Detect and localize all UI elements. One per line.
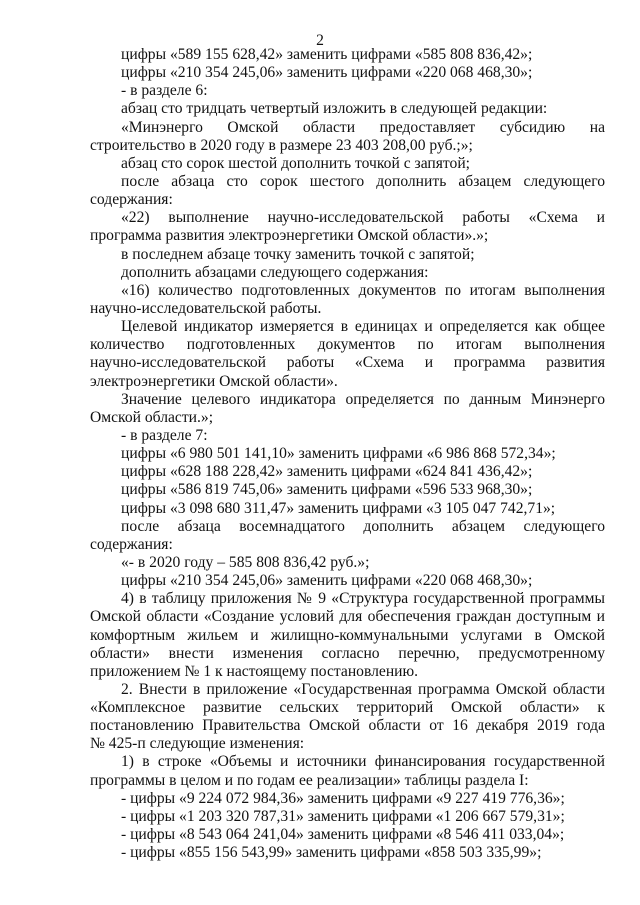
page-number: 2 xyxy=(316,32,324,49)
text-line: дополнить абзацами следующего содержания: xyxy=(121,263,429,281)
text-line: цифры «210 354 245,06» заменить цифрами «220 068 468,30»; xyxy=(121,64,533,82)
text-line: приложением № 1 к настоящему постановлению. xyxy=(90,662,419,680)
text-line: «Минэнерго Омской области предоставляет субсидию на xyxy=(121,118,605,136)
text-line: - цифры «8 543 064 241,04» заменить цифрами «8 546 411 033,04»; xyxy=(121,826,565,844)
text-line: цифры «210 354 245,06» заменить цифрами «220 068 468,30»; xyxy=(121,572,533,590)
text-line: электроэнергетики Омской области». xyxy=(90,372,338,390)
text-line: цифры «3 098 680 311,47» заменить цифрами «3 105 047 742,71»; xyxy=(121,499,556,517)
text-line: цифры «628 188 228,42» заменить цифрами «624 841 436,42»; xyxy=(121,463,533,481)
text-line: в последнем абзаце точку заменить точкой с запятой; xyxy=(121,245,475,263)
text-line: цифры «586 819 745,06» заменить цифрами «596 533 968,30»; xyxy=(121,481,533,499)
text-line: области» внести изменения согласно перечню, предусмотренному xyxy=(90,644,605,662)
text-line: Омской области.»; xyxy=(90,408,214,426)
text-line: - в разделе 7: xyxy=(121,426,208,444)
text-line: Омской области «Создание условий для обеспечения граждан доступным и xyxy=(90,608,605,626)
text-line: № 425-п следующие изменения: xyxy=(90,735,305,753)
text-line: цифры «589 155 628,42» заменить цифрами «585 808 836,42»; xyxy=(121,46,533,63)
text-line: «22) выполнение научно-исследовательской работы «Схема и xyxy=(121,209,605,227)
text-line: строительство в 2020 году в размере 23 403 208,00 руб.;»; xyxy=(90,136,473,154)
text-line: комфортным жильем и жилищно-коммунальными услугами в Омской xyxy=(90,626,605,644)
text-line: научно-исследовательской работы. xyxy=(90,299,322,317)
text-line: 2. Внести в приложение «Государственная программа Омской области xyxy=(121,680,605,698)
text-line: - в разделе 6: xyxy=(121,82,208,100)
text-line: абзац сто сорок шестой дополнить точкой с запятой; xyxy=(121,154,471,172)
document-body xyxy=(90,46,605,862)
text-line: 1) в строке «Объемы и источники финансирования государственной xyxy=(121,753,605,771)
text-line: Целевой индикатор измеряется в единицах и определяется как общее xyxy=(121,318,605,336)
text-line: содержания: xyxy=(90,535,173,553)
text-line: программы в целом и по годам ее реализации» таблицы раздела I: xyxy=(90,771,529,789)
text-line: количество подготовленных документов по итогам выполнения xyxy=(90,336,605,354)
text-line: после абзаца восемнадцатого дополнить абзацем следующего xyxy=(121,517,605,535)
text-line: программа развития электроэнергетики Омской области».»; xyxy=(90,227,489,245)
text-line: «Комплексное развитие сельских территорий Омской области» к xyxy=(90,699,605,717)
text-line: - цифры «9 224 072 984,36» заменить цифрами «9 227 419 776,36»; xyxy=(121,789,565,807)
text-line: 4) в таблицу приложения № 9 «Структура государственной программы xyxy=(121,590,605,608)
text-line: после абзаца сто сорок шестого дополнить абзацем следующего xyxy=(121,172,605,190)
text-line: Значение целевого индикатора определяется по данным Минэнерго xyxy=(121,390,605,408)
text-line: - цифры «1 203 320 787,31» заменить цифрами «1 206 667 579,31»; xyxy=(121,807,565,825)
text-line: цифры «6 980 501 141,10» заменить цифрами «6 986 868 572,34»; xyxy=(121,445,556,463)
text-line: научно-исследовательской работы «Схема и программа развития xyxy=(90,354,605,372)
text-line: содержания: xyxy=(90,191,173,209)
text-line: - цифры «855 156 543,99» заменить цифрами «858 503 335,99»; xyxy=(121,844,542,862)
text-line: «16) количество подготовленных документов по итогам выполнения xyxy=(121,281,605,299)
text-line: постановлению Правительства Омской области от 16 декабря 2019 года xyxy=(90,717,605,735)
text-line: «- в 2020 году – 585 808 836,42 руб.»; xyxy=(121,553,370,571)
text-line: абзац сто тридцать четвертый изложить в следующей редакции: xyxy=(121,100,548,118)
